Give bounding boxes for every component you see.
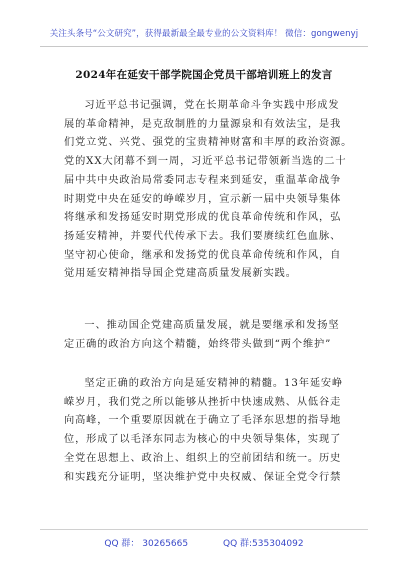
- paragraph-line: 位，形成了以毛泽东同志为核心的中央领导集体，实现了: [64, 434, 342, 446]
- paragraph-line: 向高峰，一个重要原因就在于确立了毛泽东思想的指导地: [64, 415, 342, 427]
- paragraph-line: 党的XX大闭幕不到一周，习近平总书记带领新当选的二十: [64, 156, 347, 168]
- paragraph-line: 展的革命精神，是克敌制胜的力量源泉和有效法宝，是我: [64, 118, 342, 130]
- paragraph-line: 们党立党、兴党、强党的宝贵精神财富和丰厚的政治资源。: [64, 137, 353, 149]
- footer: [0, 536, 408, 549]
- footer-qq-group-1: QQ 群： 30265665: [104, 539, 189, 549]
- paragraph-line: 习近平总书记强调，党在长期革命斗争实践中形成发: [84, 100, 340, 111]
- paragraph-line: 和实践充分证明，坚决维护党中央权威、保证全党令行禁: [64, 471, 342, 483]
- header-banner: 关注头条号“公文研究”，获得最新最全最专业的公文资料库！ 微信：gongwenyj: [49, 29, 359, 39]
- paragraph-line: 嵘岁月，我们党之所以能够从挫折中快速成熟、从低谷走: [64, 396, 342, 408]
- paragraph-line: 一、推动国企党建高质量发展，就是要继承和发扬坚: [84, 320, 340, 331]
- paragraph-3: [64, 375, 354, 487]
- header-divider: [40, 46, 368, 47]
- paragraph-line: 觉用延安精神指导国企党建高质量发展新实践。: [64, 268, 297, 280]
- paragraph-line: 坚定正确的政治方向是延安精神的精髓。13年延安峥: [84, 378, 344, 389]
- paragraph-line: 届中共中央政治局常委同志专程来到延安，重温革命战争: [64, 174, 342, 186]
- document-title: 2024年在延安干部学院国企党员干部培训班上的发言: [75, 69, 333, 81]
- footer-divider: [40, 529, 368, 530]
- paragraph-line: 全党在思想上、政治上、组织上的空前团结和统一。历史: [64, 452, 342, 464]
- paragraph-line: 将继承和发扬延安时期党形成的优良革命传统和作风，弘: [64, 212, 342, 224]
- paragraph-2-heading: [64, 317, 354, 354]
- paragraph-line: 定正确的政治方向这个精髓，始终带头做到“两个维护”: [64, 338, 332, 350]
- paragraph-1: [64, 97, 354, 284]
- footer-qq-group-2: QQ 群:535304092: [222, 539, 304, 549]
- paragraph-line: 扬延安精神，并要代代传承下去。我们要赓续红色血脉、: [64, 230, 342, 242]
- paragraph-line: 时期党中央在延安的峥嵘岁月，宣示新一届中央领导集体: [64, 193, 342, 205]
- paragraph-line: 坚守初心使命，继承和发扬党的优良革命传统和作风，自: [64, 249, 342, 261]
